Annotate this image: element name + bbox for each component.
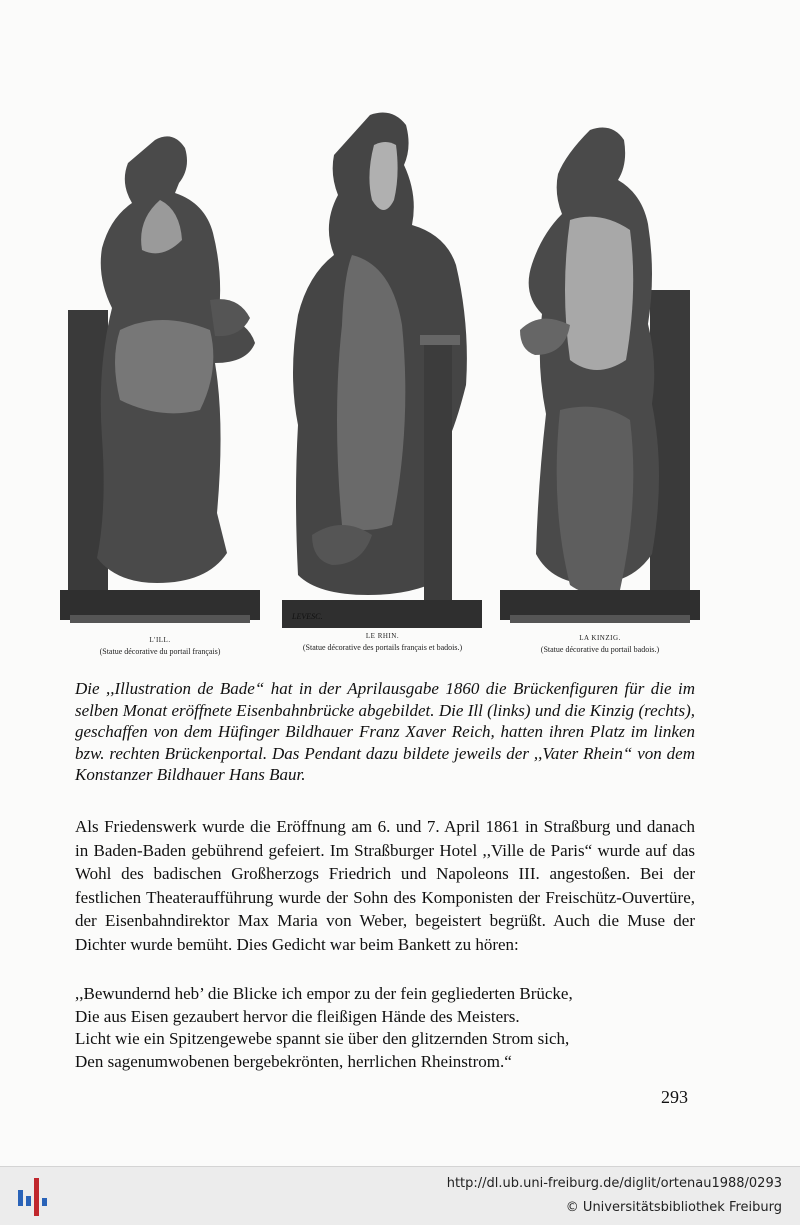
figure-caption: Die ,,Illustration de Bade“ hat in der Aprilausgabe 1860 die Brückenfiguren für die im selben Monat eröffnete Eisenbahnbrücke abgebildet. Die Ill (links) und die Kinzig (rechts), geschaffen von dem Hüfinger Bildhauer Franz Xaver Reich, hatten ihren Platz im linken bzw. rechten Brückenportal. Das Pendant dazu bildete jeweils der ,,Vater Rhein“ von dem Konstanzer Bildhauer Hans Baur. — [75, 679, 695, 784]
library-logo-icon — [14, 1176, 54, 1218]
poem-line: Die aus Eisen gezaubert hervor die fleißigen Hände des Meisters. — [75, 1006, 520, 1026]
statues-illustration — [60, 90, 700, 665]
statue-caption-ill — [60, 635, 260, 657]
poem-line: ,,Bewundernd heb’ die Blicke ich empor zu der fein gegliederten Brücke, — [75, 984, 573, 1003]
statue-description: (Statue décorative du portail français) — [99, 647, 221, 656]
poem-line: Den sagenumwobenen bergebekrönten, herrlichen Rheinstrom.“ — [75, 1051, 512, 1071]
statue-caption-kinzig — [505, 633, 695, 655]
statue-caption-rhin — [265, 631, 500, 653]
engraver-signature: LEVESC. — [292, 612, 323, 621]
page-number: 293 — [661, 1087, 688, 1107]
statue-name: LE RHIN. — [365, 632, 400, 640]
statue-name: LA KINZIG. — [579, 634, 621, 642]
poem-quote — [75, 983, 715, 1073]
viewer-footer — [0, 1166, 800, 1225]
permalink-url[interactable]: http://dl.ub.uni-freiburg.de/diglit/ortenau1988/0293 — [446, 1176, 782, 1191]
statue-description: (Statue décorative du portail badois.) — [540, 645, 660, 654]
statue-name: L'ILL. — [149, 636, 171, 644]
copyright-text: © Universitätsbibliothek Freiburg — [565, 1200, 782, 1215]
body-paragraph: Als Friedenswerk wurde die Eröffnung am 6. und 7. April 1861 in Straßburg und danach in Baden-Baden gebührend gefeiert. Im Straßburger Hotel ,,Ville de Paris“ wurde auf das Wohl des badischen Großherzogs Friedrich und Napoleons III. angestoßen. Bei der festlichen Theateraufführung wurde der Sohn des Komponisten der Freischütz-Ouvertüre, der Eisenbahndirektor Max Maria von Weber, begeistert begrüßt. Auch die Muse der Dichter wurde bemüht. Dies Gedicht war beim Bankett zu hören: — [75, 817, 695, 954]
statue-description: (Statue décorative des portails français et badois.) — [302, 643, 463, 652]
statue-kinzig-image — [500, 110, 700, 630]
statue-ill-image — [60, 110, 260, 630]
statue-rhin-image — [282, 105, 482, 635]
poem-line: Licht wie ein Spitzengewebe spannt sie über den glitzernden Strom sich, — [75, 1029, 570, 1048]
